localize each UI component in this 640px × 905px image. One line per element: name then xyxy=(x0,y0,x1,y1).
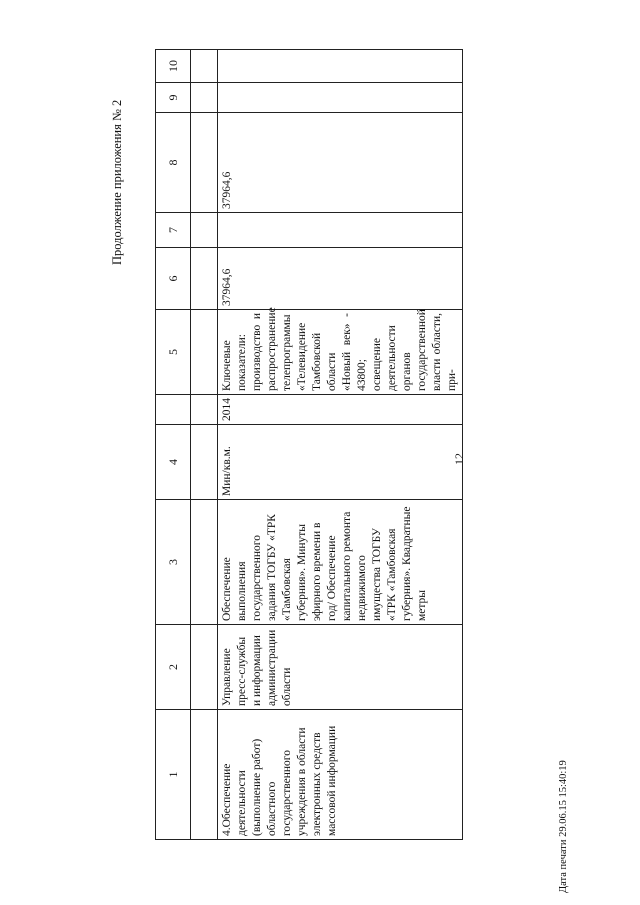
spacer-cell xyxy=(191,213,218,248)
col-num-2: 2 xyxy=(156,625,191,710)
spacer-cell xyxy=(191,500,218,625)
cell-unit: Мин/кв.м. xyxy=(218,425,463,500)
col-num-7: 7 xyxy=(156,213,191,248)
spacer-row xyxy=(191,50,218,840)
col-num-1: 1 xyxy=(156,710,191,840)
col-num-6: 6 xyxy=(156,248,191,310)
cell-activity: 4.Обеспечение деятельности (выполнение работ) областного государственного учреждения в области электронных средств массовой информации xyxy=(218,710,463,840)
spacer-cell xyxy=(191,625,218,710)
col-num-4: 4 xyxy=(156,425,191,500)
spacer-cell xyxy=(191,310,218,395)
cell-executor: Управление пресс-службы и информации администрации области xyxy=(218,625,463,710)
cell-amount-8: 37964,6 xyxy=(218,113,463,213)
spacer-cell xyxy=(191,395,218,425)
cell-amount-10 xyxy=(218,50,463,83)
continuation-note: Продолжение приложения № 2 xyxy=(110,99,124,265)
col-num-8: 8 xyxy=(156,113,191,213)
data-table xyxy=(155,49,463,840)
cell-year: 2014 xyxy=(218,395,463,425)
cell-service: Обеспечение выполнения государственного задания ТОГБУ «ТРК «Тамбовская губерния». Минуты эфирного времени в год/ Обеспечение капитального ремонта недвижимого имущества ТОГБУ «ТРК «Тамбовская губерния». Квадратные метры xyxy=(218,500,463,625)
table-row xyxy=(218,50,463,840)
page-number: 12 xyxy=(452,453,466,465)
spacer-cell xyxy=(191,50,218,83)
col-num-10: 10 xyxy=(156,50,191,83)
spacer-cell xyxy=(191,113,218,213)
spacer-cell xyxy=(191,83,218,113)
col-num-5: 5 xyxy=(156,310,191,395)
spacer-cell xyxy=(191,710,218,840)
col-num-3: 3 xyxy=(156,500,191,625)
cell-amount-9 xyxy=(218,83,463,113)
col-num-9: 9 xyxy=(156,83,191,113)
column-number-row xyxy=(156,50,191,840)
cell-amount-7 xyxy=(218,213,463,248)
col-num-4b xyxy=(156,395,191,425)
cell-indicators: Ключевые показатели: производство и распространение телепрограммы «Телевидение Тамбовской области «Новый век» - 43800; освещение деятельности органов государственной власти области, при- xyxy=(218,310,463,395)
spacer-cell xyxy=(191,425,218,500)
cell-amount-6: 37964,6 xyxy=(218,248,463,310)
spacer-cell xyxy=(191,248,218,310)
print-date-stamp: Дата печати 29.06.15 15:40:19 xyxy=(558,760,569,893)
